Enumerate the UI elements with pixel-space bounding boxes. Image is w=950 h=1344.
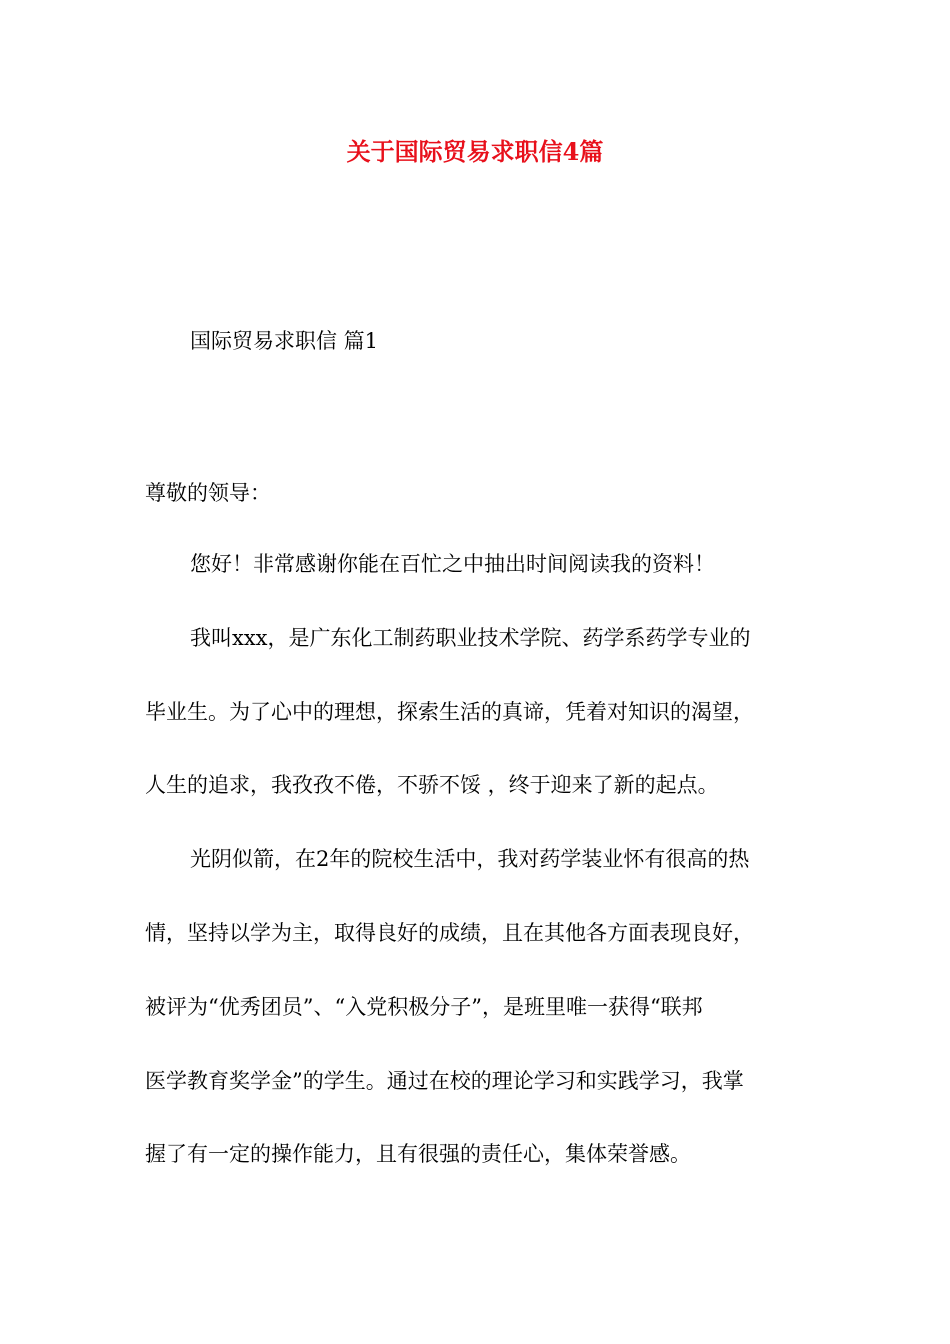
- paragraph-line: 光阴似箭，在2年的院校生活中，我对药学装业怀有很高的热: [190, 847, 750, 872]
- paragraph-line: 人生的追求，我孜孜不倦，不骄不馁 ，终于迎来了新的起点。: [145, 773, 719, 798]
- document-title: 关于国际贸易求职信4篇: [346, 137, 604, 166]
- paragraph-line: 握了有一定的操作能力，且有很强的责任心，集体荣誉感。: [145, 1142, 691, 1167]
- paragraph-line: 您好！非常感谢你能在百忙之中抽出时间阅读我的资料！: [190, 552, 715, 576]
- paragraph-line: 我叫xxx，是广东化工制药职业技术学院、药学系药学专业的: [190, 625, 751, 650]
- paragraph-line: 毕业生。为了心中的理想，探索生活的真谛，凭着对知识的渴望，: [145, 699, 754, 724]
- paragraph-line: 医学教育奖学金”的学生。通过在校的理论学习和实践学习，我掌: [145, 1068, 744, 1093]
- section-heading: 国际贸易求职信 篇1: [190, 329, 379, 353]
- salutation: 尊敬的领导：: [145, 481, 271, 505]
- letter-body: [145, 540, 807, 1204]
- paragraph-line: 情，坚持以学为主，取得良好的成绩，且在其他各方面表现良好，: [145, 920, 754, 945]
- paragraph-line: 被评为“优秀团员”、“入党积极分子”，是班里唯一获得“联邦: [145, 994, 703, 1019]
